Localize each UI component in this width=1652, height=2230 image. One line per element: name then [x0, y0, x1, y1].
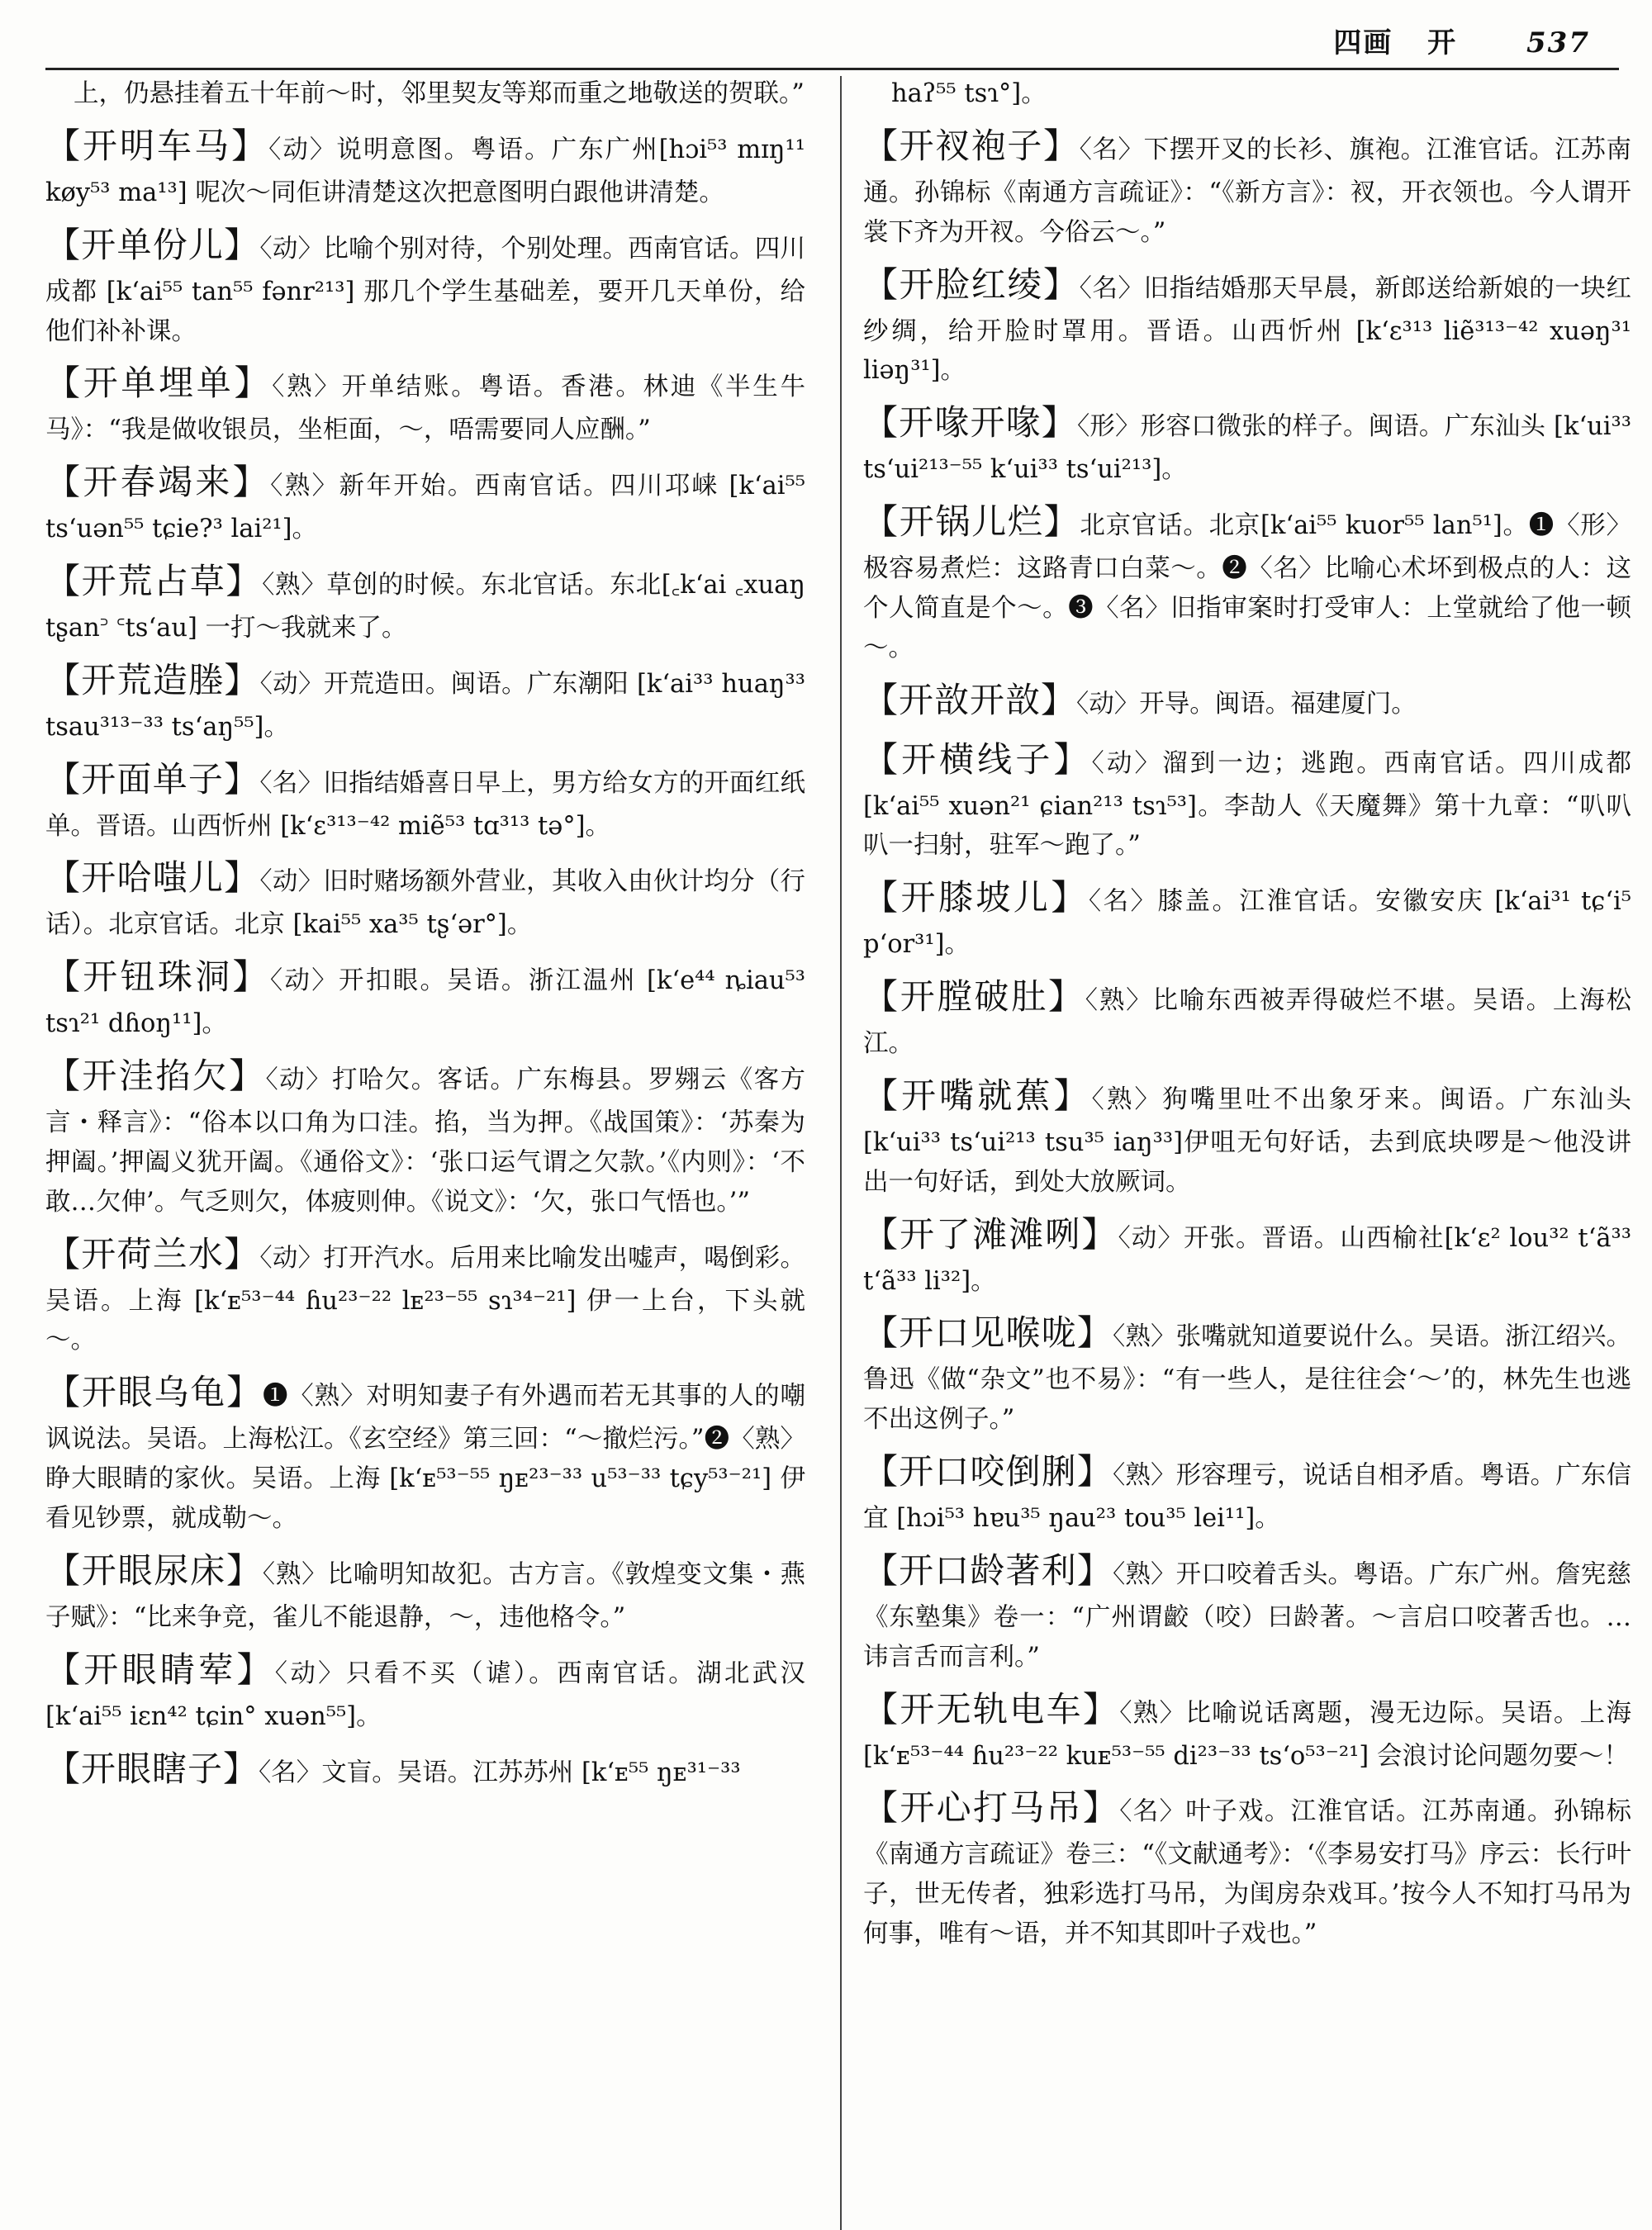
entry-headword: 【开面单子】 — [45, 758, 260, 799]
entry-text: 〈名〉旧指结婚那天早晨，新郎送给新娘的一块红纱绸，给开脸时罩用。晋语。山西忻州 [k‘ɛ³¹³ liẽ³¹³⁻⁴² xuəŋ³¹ liəŋ³¹]。 — [863, 273, 1631, 386]
entry-text: 〈名〉下摆开叉的长衫、旗袍。江淮官话。江苏南通。孙锦标《南通方言疏证》：“《新方言》：衩，开衣领也。今人谓开裳下齐为开衩。今俗云～。” — [863, 135, 1631, 247]
entry-text: 〈动〉说明意图。粤语。广东广州[hɔi⁵³ mɪŋ¹¹ køy⁵³ ma¹³] 呢次～同佢讲清楚这次把意图明白跟他讲清楚。 — [45, 135, 805, 207]
right-column — [863, 74, 1631, 2222]
entry-text: 〈名〉旧指结婚喜日早上，男方给女方的开面红纸单。晋语。山西忻州 [k‘ɛ³¹³⁻⁴² miẽ⁵³ tɑ³¹³ tə°]。 — [45, 768, 805, 841]
entry-text: haʔ⁵⁵ tsɿ°]。 — [891, 79, 1047, 108]
dictionary-entry — [45, 1742, 805, 1796]
column-divider — [840, 76, 842, 2230]
entry-text: ❶〈熟〉对明知妻子有外遇而若无其事的人的嘲讽说法。吴语。上海松江。《玄空经》第三回：“～撤烂污。”❷〈熟〉睁大眼睛的家伙。吴语。上海 [k‘ᴇ⁵³⁻⁵⁵ ŋᴇ²³⁻³³ u⁵³⁻³³ tɕy⁵³⁻²¹] 伊看见钞票，就成勒～。 — [45, 1382, 805, 1533]
dictionary-entry — [863, 1069, 1631, 1203]
dictionary-entry — [863, 673, 1631, 728]
entry-text: 〈熟〉比喻明知故犯。古方言。《敦煌变文集・燕子赋》：“比来争竞，雀儿不能退静，～，违他格令。” — [45, 1559, 805, 1632]
dictionary-entry — [863, 119, 1631, 253]
entry-text: 〈动〉比喻个别对待，个别处理。西南官话。四川成都 [k‘ai⁵⁵ tan⁵⁵ fənr²¹³] 那几个学生基础差，要开几天单份，给他们补补课。 — [45, 234, 805, 346]
entry-headword: 【开无轨电车】 — [863, 1688, 1120, 1729]
entry-headword: 【开眼瞎子】 — [45, 1748, 259, 1789]
entry-headword: 【开衩袍子】 — [863, 125, 1080, 166]
entry-text: 〈熟〉开单结账。粤语。香港。林迪《半生牛马》：“我是做收银员，坐柜面，～，唔需要同人应酬。” — [45, 372, 805, 445]
header-rule — [45, 68, 1619, 70]
dictionary-entry — [45, 1049, 805, 1222]
entry-headword: 【开了滩滩咧】 — [863, 1213, 1118, 1255]
entry-text: 〈熟〉比喻说话离题，漫无边际。吴语。上海 [k‘ᴇ⁵³⁻⁴⁴ ɦu²³⁻²² kuᴇ⁵³⁻⁵⁵ di²³⁻³³ ts‘o⁵³⁻²¹] 会浪讨论问题勿要～！ — [863, 1698, 1631, 1771]
entry-headword: 【开哈嗤儿】 — [45, 857, 260, 899]
entry-headword: 【开洼掐欠】 — [45, 1056, 266, 1097]
section-label: 四画 — [1333, 26, 1393, 59]
entry-text: 〈熟〉新年开始。西南官话。四川邛崃 [k‘ai⁵⁵ ts‘uən⁵⁵ tɕie?³ lai²¹]。 — [45, 472, 805, 544]
dictionary-entry — [45, 455, 805, 549]
dictionary-entry — [45, 356, 805, 450]
entry-text: 〈名〉叶子戏。江淮官话。江苏南通。孙锦标《南通方言疏证》卷三：“《文献通考》：‘《李易安打马》序云：长行叶子，世无传者，独彩选打马吊，为闺房杂戏耳。’按今人不知打马吊为何事，唯有～语，并不知其即叶子戏也。” — [863, 1797, 1631, 1949]
entry-headword: 【开春竭来】 — [45, 462, 271, 503]
entry-headword: 【开荒造塍】 — [45, 659, 260, 700]
entry-text: 〈动〉旧时赌场额外营业，其收入由伙计均分（行话）。北京官话。北京 [kai⁵⁵ xa³⁵ tʂ‘ər°]。 — [45, 867, 805, 940]
dictionary-entry — [45, 950, 805, 1044]
entry-headword: 【开钮珠洞】 — [45, 956, 270, 998]
entry-headword: 【开嘴就蕉】 — [863, 1075, 1092, 1116]
entry-headword: 【开明车马】 — [45, 125, 269, 166]
entry-headword: 【开心打马吊】 — [863, 1787, 1120, 1829]
entry-headword: 【开口龄著利】 — [863, 1549, 1113, 1591]
entry-headword: 【开荒占草】 — [45, 561, 263, 601]
dictionary-entry — [45, 119, 805, 213]
page-number: 537 — [1526, 26, 1590, 59]
entry-text: 〈熟〉比喻东西被弄得破烂不堪。吴语。上海松江。 — [863, 986, 1631, 1058]
entry-text: 〈熟〉狗嘴里吐不出象牙来。闽语。广东汕头 [k‘ui³³ ts‘ui²¹³ tsu³⁵ iaŋ³³]伊咀无句好话，去到底块啰是～他没讲出一句好话，到处大放厥词。 — [863, 1084, 1631, 1197]
entry-headword: 【开膝坡儿】 — [863, 877, 1089, 918]
entry-headword: 【开锅儿烂】 — [863, 501, 1080, 543]
dictionary-entry — [863, 1544, 1631, 1677]
entry-headword: 【开膛破肚】 — [863, 976, 1085, 1018]
entry-text: 上，仍悬挂着五十年前～时，邻里契友等郑而重之地敬送的贺联。” — [74, 79, 805, 108]
dictionary-entry — [863, 258, 1631, 391]
dictionary-entry — [863, 1306, 1631, 1440]
dictionary-entry — [863, 1445, 1631, 1539]
entry-text: 〈动〉开扣眼。吴语。浙江温州 [k‘e⁴⁴ ȵiau⁵³ tsɿ²¹ dɦoŋ¹¹]。 — [45, 966, 805, 1039]
section-char: 开 — [1427, 26, 1458, 59]
entry-headword: 【开口见喉咙】 — [863, 1312, 1113, 1354]
entry-headword: 【开口咬倒脷】 — [863, 1451, 1113, 1492]
entry-headword: 【开眼乌龟】 — [45, 1372, 263, 1413]
dictionary-entry — [863, 74, 1631, 114]
dictionary-entry — [863, 396, 1631, 490]
dictionary-entry — [863, 1208, 1631, 1302]
entry-headword: 【开喙开喙】 — [863, 402, 1077, 444]
entry-text: 〈动〉开荒造田。闽语。广东潮阳 [k‘ai³³ huaŋ³³ tsau³¹³⁻³³ ts‘aŋ⁵⁵]。 — [45, 669, 805, 742]
entry-text: 〈熟〉张嘴就知道要说什么。吴语。浙江绍兴。鲁迅《做“杂文”也不易》：“有一些人，是往往会‘～’的，林先生也逃不出这例子。” — [863, 1322, 1631, 1435]
dictionary-entry — [45, 1227, 805, 1361]
dictionary-entry — [45, 653, 805, 747]
entry-headword: 【开横线子】 — [863, 738, 1092, 780]
dictionary-entry — [863, 733, 1631, 866]
entry-text: 北京官话。北京[k‘ai⁵⁵ kuor⁵⁵ lan⁵¹]。❶〈形〉极容易煮烂：这路青口白菜～。❷〈名〉比喻心术坏到极点的人：这个人简直是个～。❸〈名〉旧指审案时打受审人：上堂就给了他一顿～。 — [863, 511, 1631, 662]
entry-headword: 【开眼睛荤】 — [45, 1649, 275, 1690]
entry-text: 〈熟〉开口咬着舌头。粤语。广东广州。詹宪慈《东塾集》卷一：“广州谓齩（咬）曰龄著。～言启口咬著舌也。…讳言舌而言利。” — [863, 1559, 1631, 1672]
entry-text: 〈熟〉形容理亏，说话自相矛盾。粤语。广东信宜 [hɔi⁵³ hɐu³⁵ ŋau²³ tou³⁵ lei¹¹]。 — [863, 1461, 1631, 1533]
dictionary-entry — [45, 74, 805, 114]
dictionary-entry — [45, 554, 805, 648]
dictionary-entry — [45, 1544, 805, 1638]
entry-headword: 【开敨开敨】 — [863, 679, 1077, 720]
dictionary-entry — [863, 495, 1631, 668]
entry-headword: 【开单埋单】 — [45, 363, 273, 404]
dictionary-entry — [863, 970, 1631, 1064]
entry-headword: 【开荷兰水】 — [45, 1233, 260, 1274]
entry-text: 〈名〉文盲。吴语。江苏苏州 [k‘ᴇ⁵⁵ ŋᴇ³¹⁻³³ — [259, 1758, 741, 1787]
entry-text: 〈名〉膝盖。江淮官话。安徽安庆 [k‘ai³¹ tɕ‘i⁵ p‘or³¹]。 — [863, 887, 1631, 960]
entry-text: 〈动〉溜到一边；逃跑。西南官话。四川成都[k‘ai⁵⁵ xuən²¹ ɕian²¹³ tsɿ⁵³]。李劼人《天魔舞》第十九章：“叭叭叭一扫射，驻军～跑了。” — [863, 748, 1631, 861]
entry-text: 〈动〉开张。晋语。山西榆社[k‘ɛ² lou³² t‘ã³³ t‘ã³³ li³²]。 — [863, 1223, 1631, 1296]
dictionary-entry — [863, 1682, 1631, 1777]
entry-text: 〈形〉形容口微张的样子。闽语。广东汕头 [k‘ui³³ ts‘ui²¹³⁻⁵⁵ k‘ui³³ ts‘ui²¹³]。 — [863, 412, 1631, 485]
dictionary-entry — [45, 851, 805, 945]
entry-text: 〈动〉打哈欠。客话。广东梅县。罗翙云《客方言・释言》：“俗本以口角为口洼。掐，当为押。《战国策》：‘苏秦为押阖。’押阖义犹开阖。《通俗文》：‘张口运气谓之欠款。’《内则》：‘不敢…欠伸’。气乏则欠，体疲则伸。《说文》：‘欠，张口气悟也。’” — [45, 1065, 805, 1217]
dictionary-entry — [45, 218, 805, 352]
entry-text: 〈熟〉草创的时候。东北官话。东北[꜀k‘ai ꜀xuaŋ tʂan꜄ ꜂ts‘au] 一打～我就来了。 — [45, 571, 805, 643]
entry-headword: 【开眼尿床】 — [45, 1549, 263, 1591]
entry-headword: 【开脸红绫】 — [863, 263, 1080, 305]
entry-text: 〈动〉只看不买（谑）。西南官话。湖北武汉 [k‘ai⁵⁵ iɛn⁴² tɕin° xuən⁵⁵]。 — [45, 1658, 805, 1731]
running-head — [1310, 20, 1590, 60]
dictionary-entry — [45, 1643, 805, 1737]
entry-headword: 【开单份儿】 — [45, 224, 260, 265]
dictionary-entry — [45, 1365, 805, 1539]
entry-text: 〈动〉开导。闽语。福建厦门。 — [1076, 689, 1417, 719]
dictionary-entry — [863, 871, 1631, 965]
entry-text: 〈动〉打开汽水。后用来比喻发出嘘声，喝倒彩。吴语。上海 [k‘ᴇ⁵³⁻⁴⁴ ɦu²³⁻²² lᴇ²³⁻⁵⁵ sɿ³⁴⁻²¹] 伊一上台，下头就～。 — [45, 1243, 805, 1355]
dictionary-entry — [863, 1781, 1631, 1954]
left-column — [45, 74, 805, 2222]
dictionary-entry — [45, 752, 805, 847]
